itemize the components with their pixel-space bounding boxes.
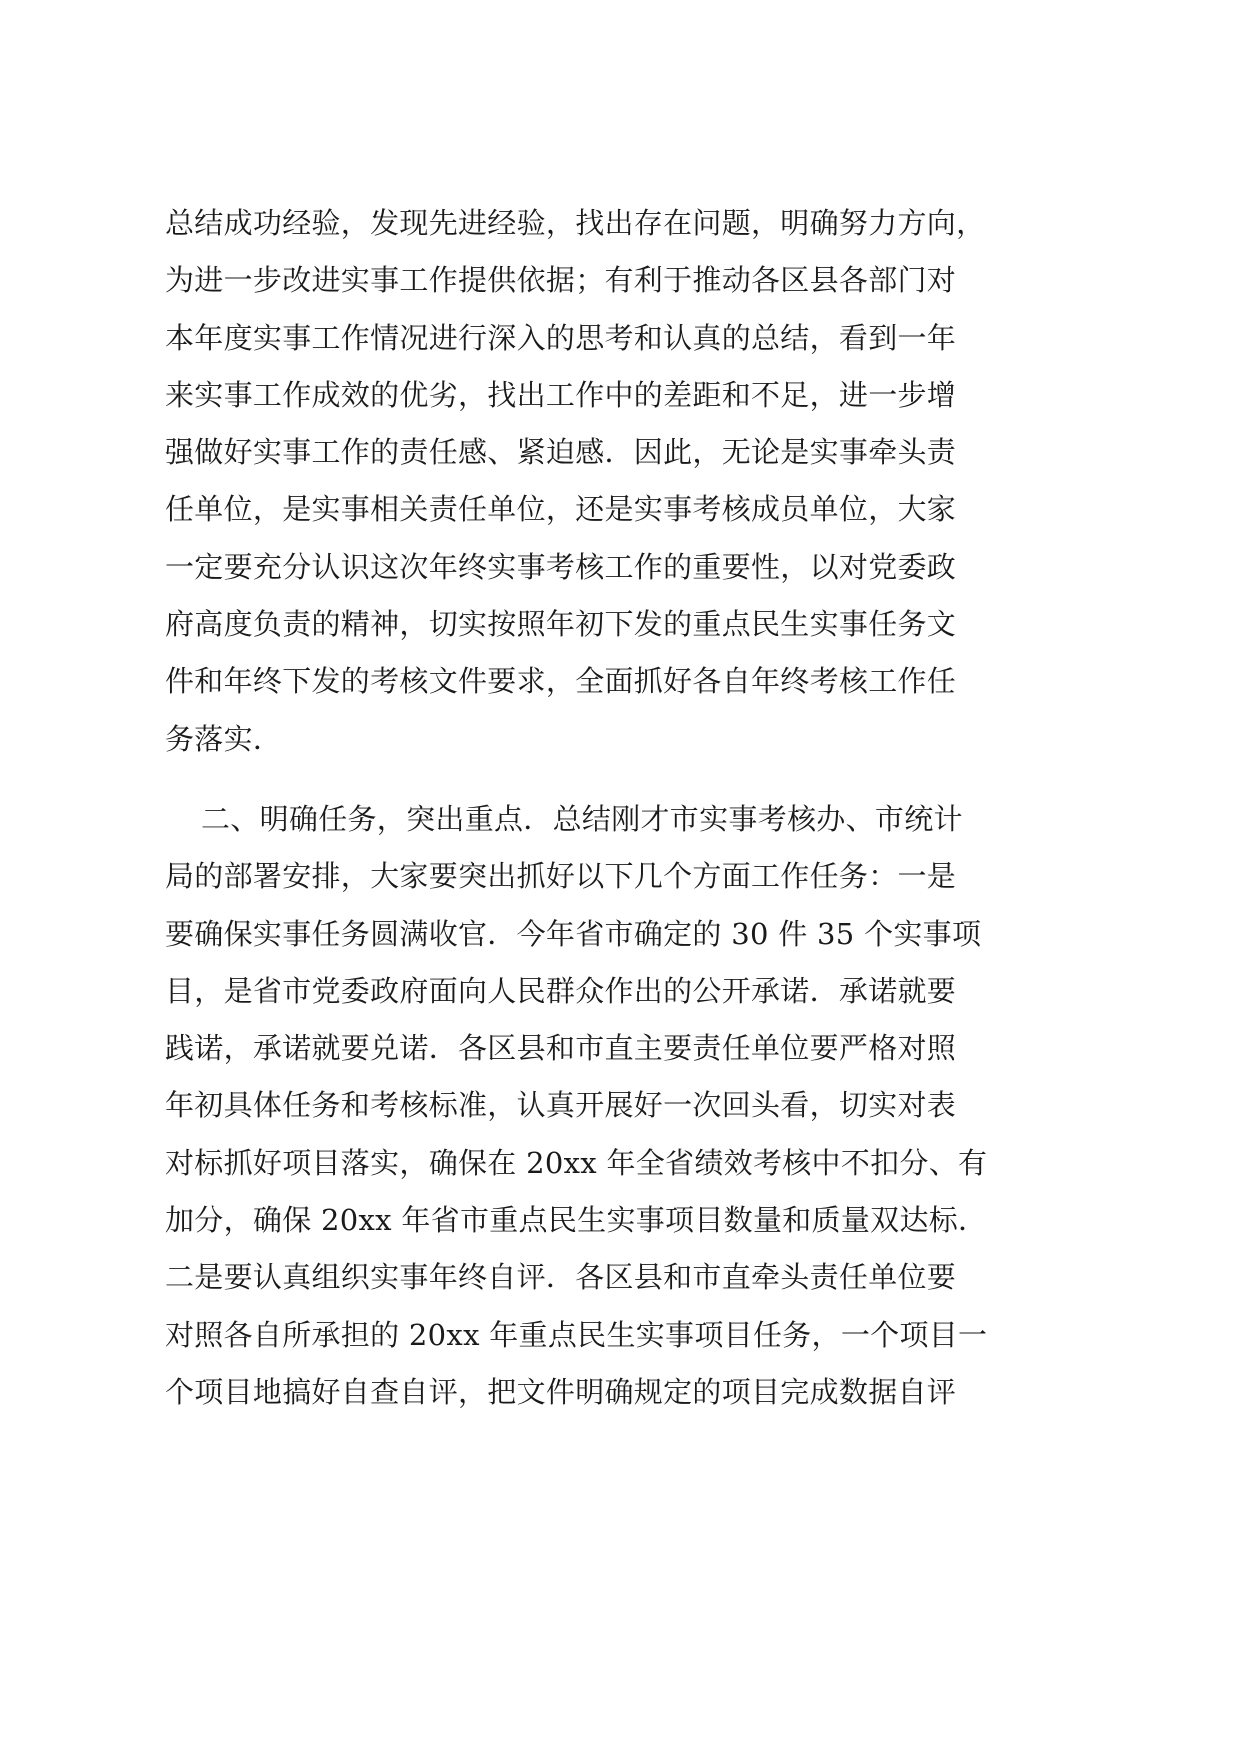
text-line: 府高度负责的精神，切实按照年初下发的重点民生实事任务文 [165, 607, 957, 642]
text-line: 务落实． [165, 721, 283, 756]
text-line: 局的部署安排，大家要突出抓好以下几个方面工作任务：一是 [165, 859, 957, 894]
text-line: 加分，确保 20xx 年省市重点民生实事项目数量和质量双达标． [165, 1203, 988, 1238]
text-line: 目，是省市党委政府面向人民群众作出的公开承诺．承诺就要 [165, 973, 957, 1008]
text-line: 件和年终下发的考核文件要求，全面抓好各自年终考核工作任 [165, 664, 957, 699]
text-line: 来实事工作成效的优劣，找出工作中的差距和不足，进一步增 [165, 377, 957, 412]
text-line: 二是要认真组织实事年终自评．各区县和市直牵头责任单位要 [165, 1260, 957, 1295]
text-line: 一定要充分认识这次年终实事考核工作的重要性，以对党委政 [165, 549, 957, 584]
text-line: 本年度实事工作情况进行深入的思考和认真的总结，看到一年 [165, 320, 957, 355]
text-line: 践诺，承诺就要兑诺．各区县和市直主要责任单位要严格对照 [165, 1031, 957, 1066]
text-line: 个项目地搞好自查自评，把文件明确规定的项目完成数据自评 [165, 1374, 957, 1409]
text-line: 要确保实事任务圆满收官．今年省市确定的 30 件 35 个实事项 [165, 916, 982, 951]
text-line: 强做好实事工作的责任感、紧迫感．因此，无论是实事牵头责 [165, 435, 957, 470]
text-line: 对照各自所承担的 20xx 年重点民生实事项目任务，一个项目一 [165, 1317, 988, 1352]
text-line: 对标抓好项目落实，确保在 20xx 年全省绩效考核中不扣分、有 [165, 1145, 988, 1180]
text-line: 为进一步改进实事工作提供依据；有利于推动各区县各部门对 [165, 263, 957, 298]
section-heading-line: 二、明确任务，突出重点．总结刚才市实事考核办、市统计 [201, 802, 963, 836]
text-line: 总结成功经验，发现先进经验，找出存在问题，明确努力方向， [165, 206, 986, 240]
body-paragraph [165, 195, 1085, 768]
text-line: 年初具体任务和考核标准，认真开展好一次回头看，切实对表 [165, 1088, 957, 1123]
text-line: 任单位，是实事相关责任单位，还是实事考核成员单位，大家 [165, 492, 957, 527]
section-paragraph [165, 791, 1085, 1421]
